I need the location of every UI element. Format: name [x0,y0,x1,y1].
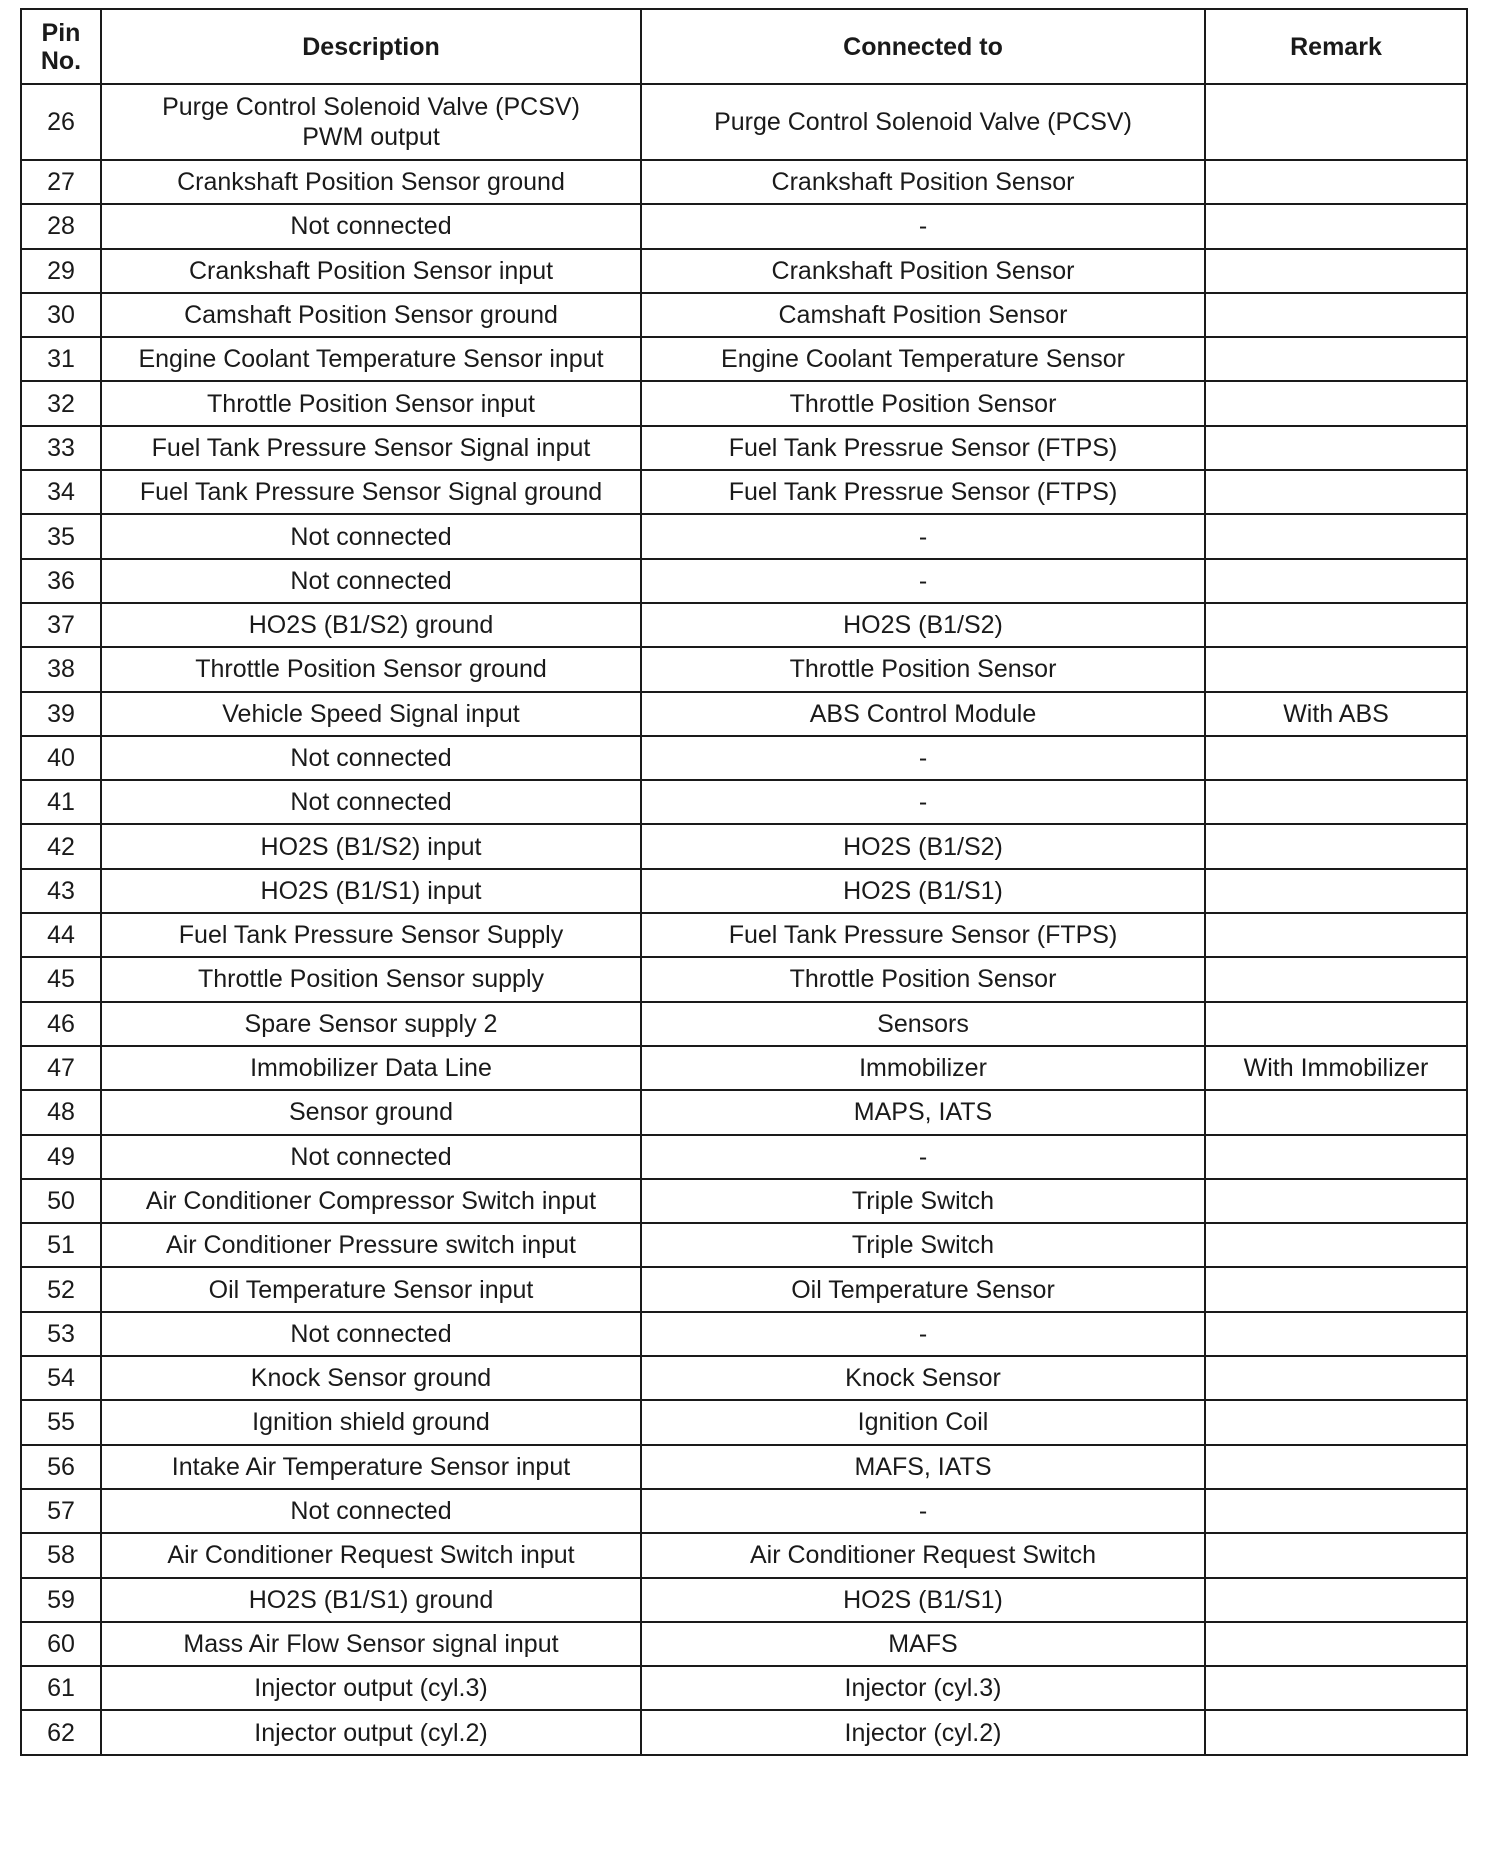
table-row [21,337,1467,381]
description-cell: Not connected [101,780,641,824]
pin-cell: 59 [21,1578,101,1622]
remark-cell [1205,1445,1467,1489]
remark-cell [1205,470,1467,514]
remark-cell [1205,913,1467,957]
pin-cell: 40 [21,736,101,780]
pin-cell: 62 [21,1710,101,1754]
pin-cell: 39 [21,692,101,736]
connected-to-cell: Camshaft Position Sensor [641,293,1205,337]
table-row [21,559,1467,603]
pin-cell: 36 [21,559,101,603]
connected-to-cell: Fuel Tank Pressrue Sensor (FTPS) [641,470,1205,514]
pin-cell: 30 [21,293,101,337]
description-cell: Sensor ground [101,1090,641,1134]
table-row [21,1578,1467,1622]
table-row [21,1356,1467,1400]
connected-to-cell: - [641,559,1205,603]
table-row [21,1002,1467,1046]
table-row [21,957,1467,1001]
connected-to-cell: - [641,780,1205,824]
description-line1: Purge Control Solenoid Valve (PCSV) [162,93,580,121]
table-row [21,647,1467,691]
table-row [21,426,1467,470]
connected-to-cell: HO2S (B1/S2) [641,824,1205,868]
connected-to-cell: Knock Sensor [641,1356,1205,1400]
description-cell: Fuel Tank Pressure Sensor Signal ground [101,470,641,514]
table-row [21,1445,1467,1489]
remark-cell [1205,824,1467,868]
pin-cell: 60 [21,1622,101,1666]
pin-cell: 44 [21,913,101,957]
connected-to-cell: Crankshaft Position Sensor [641,160,1205,204]
pin-cell: 56 [21,1445,101,1489]
pin-cell: 46 [21,1002,101,1046]
header-pin-line2: No. [40,46,82,75]
pin-cell: 28 [21,204,101,248]
connected-to-cell: MAPS, IATS [641,1090,1205,1134]
table-row [21,603,1467,647]
table-row [21,1312,1467,1356]
table-row [21,1533,1467,1577]
pin-cell: 31 [21,337,101,381]
table-row [21,869,1467,913]
description-cell: Throttle Position Sensor supply [101,957,641,1001]
table-row [21,1400,1467,1444]
table-row [21,204,1467,248]
connected-to-cell: Purge Control Solenoid Valve (PCSV) [641,84,1205,160]
description-cell: HO2S (B1/S1) ground [101,1578,641,1622]
pin-cell: 52 [21,1267,101,1311]
connected-to-cell: Fuel Tank Pressure Sensor (FTPS) [641,913,1205,957]
pin-table [20,8,1468,1756]
connected-to-cell: MAFS [641,1622,1205,1666]
description-cell: Not connected [101,1312,641,1356]
remark-cell [1205,1223,1467,1267]
pin-cell: 45 [21,957,101,1001]
connected-to-cell: - [641,514,1205,558]
connected-to-cell: Throttle Position Sensor [641,647,1205,691]
connected-to-cell: - [641,1312,1205,1356]
description-cell: Not connected [101,204,641,248]
description-cell: Crankshaft Position Sensor ground [101,160,641,204]
remark-cell [1205,293,1467,337]
connected-to-cell: Fuel Tank Pressrue Sensor (FTPS) [641,426,1205,470]
pin-cell: 47 [21,1046,101,1090]
description-cell: HO2S (B1/S1) input [101,869,641,913]
description-cell: Crankshaft Position Sensor input [101,249,641,293]
description-cell [101,84,641,160]
table-row [21,1489,1467,1533]
description-cell: Fuel Tank Pressure Sensor Signal input [101,426,641,470]
table-row [21,160,1467,204]
pin-cell: 57 [21,1489,101,1533]
description-cell: Oil Temperature Sensor input [101,1267,641,1311]
table-row [21,1223,1467,1267]
description-cell: Fuel Tank Pressure Sensor Supply [101,913,641,957]
description-cell: Not connected [101,559,641,603]
table-row [21,913,1467,957]
description-cell: Not connected [101,1135,641,1179]
description-cell: Not connected [101,736,641,780]
connected-to-cell: - [641,736,1205,780]
remark-cell [1205,559,1467,603]
remark-cell [1205,1312,1467,1356]
remark-cell [1205,1533,1467,1577]
remark-cell [1205,1179,1467,1223]
description-cell: Throttle Position Sensor input [101,381,641,425]
connected-to-cell: HO2S (B1/S1) [641,1578,1205,1622]
table-row [21,1179,1467,1223]
remark-cell [1205,647,1467,691]
remark-cell [1205,204,1467,248]
pin-cell: 61 [21,1666,101,1710]
table-row [21,1090,1467,1134]
remark-cell [1205,603,1467,647]
remark-cell: With Immobilizer [1205,1046,1467,1090]
remark-cell [1205,249,1467,293]
connected-to-cell: Throttle Position Sensor [641,957,1205,1001]
header-pin-line1: Pin [41,18,81,47]
description-cell: Air Conditioner Compressor Switch input [101,1179,641,1223]
pin-cell: 35 [21,514,101,558]
header-description: Description [101,9,641,84]
table-row [21,824,1467,868]
remark-cell [1205,1267,1467,1311]
pin-cell: 29 [21,249,101,293]
connected-to-cell: - [641,1489,1205,1533]
pin-cell: 26 [21,84,101,160]
remark-cell [1205,337,1467,381]
pin-cell: 48 [21,1090,101,1134]
description-cell: Knock Sensor ground [101,1356,641,1400]
connected-to-cell: MAFS, IATS [641,1445,1205,1489]
table-row [21,692,1467,736]
description-cell: Mass Air Flow Sensor signal input [101,1622,641,1666]
table-row [21,1622,1467,1666]
remark-cell [1205,1489,1467,1533]
remark-cell [1205,1666,1467,1710]
pin-cell: 41 [21,780,101,824]
header-connected-to: Connected to [641,9,1205,84]
table-row [21,249,1467,293]
description-cell: Throttle Position Sensor ground [101,647,641,691]
description-cell: Injector output (cyl.3) [101,1666,641,1710]
header-remark: Remark [1205,9,1467,84]
table-row [21,1666,1467,1710]
table-row [21,1710,1467,1754]
pin-cell: 55 [21,1400,101,1444]
description-cell: Camshaft Position Sensor ground [101,293,641,337]
remark-cell [1205,514,1467,558]
pin-cell: 37 [21,603,101,647]
remark-cell [1205,1622,1467,1666]
pin-cell: 32 [21,381,101,425]
connected-to-cell: HO2S (B1/S1) [641,869,1205,913]
connected-to-cell: Immobilizer [641,1046,1205,1090]
table-row [21,293,1467,337]
description-cell: HO2S (B1/S2) input [101,824,641,868]
description-cell: Immobilizer Data Line [101,1046,641,1090]
remark-cell [1205,957,1467,1001]
connected-to-cell: ABS Control Module [641,692,1205,736]
table-row [21,736,1467,780]
connected-to-cell: Engine Coolant Temperature Sensor [641,337,1205,381]
remark-cell [1205,736,1467,780]
remark-cell [1205,160,1467,204]
header-row [21,9,1467,84]
header-pin-no [21,9,101,84]
remark-cell [1205,1356,1467,1400]
description-cell: Injector output (cyl.2) [101,1710,641,1754]
table-header [21,9,1467,84]
remark-cell: With ABS [1205,692,1467,736]
connected-to-cell: Sensors [641,1002,1205,1046]
connected-to-cell: Ignition Coil [641,1400,1205,1444]
pin-cell: 33 [21,426,101,470]
connected-to-cell: Triple Switch [641,1179,1205,1223]
table-row [21,1046,1467,1090]
pin-cell: 51 [21,1223,101,1267]
connected-to-cell: Injector (cyl.3) [641,1666,1205,1710]
description-cell: Air Conditioner Request Switch input [101,1533,641,1577]
pin-cell: 58 [21,1533,101,1577]
description-cell: Spare Sensor supply 2 [101,1002,641,1046]
remark-cell [1205,1135,1467,1179]
remark-cell [1205,1090,1467,1134]
connected-to-cell: - [641,204,1205,248]
description-cell: Intake Air Temperature Sensor input [101,1445,641,1489]
table-row [21,381,1467,425]
table-row [21,514,1467,558]
remark-cell [1205,1400,1467,1444]
remark-cell [1205,869,1467,913]
pin-cell: 34 [21,470,101,514]
pin-cell: 27 [21,160,101,204]
pin-cell: 54 [21,1356,101,1400]
remark-cell [1205,84,1467,160]
table-body [21,84,1467,1755]
description-cell: Not connected [101,514,641,558]
pin-cell: 53 [21,1312,101,1356]
description-cell: HO2S (B1/S2) ground [101,603,641,647]
connected-to-cell: - [641,1135,1205,1179]
description-cell: Not connected [101,1489,641,1533]
pin-cell: 43 [21,869,101,913]
description-cell: Vehicle Speed Signal input [101,692,641,736]
description-cell: Engine Coolant Temperature Sensor input [101,337,641,381]
table-row [21,470,1467,514]
connected-to-cell: Throttle Position Sensor [641,381,1205,425]
connected-to-cell: Crankshaft Position Sensor [641,249,1205,293]
pin-cell: 50 [21,1179,101,1223]
remark-cell [1205,381,1467,425]
pin-cell: 49 [21,1135,101,1179]
remark-cell [1205,780,1467,824]
description-cell: Ignition shield ground [101,1400,641,1444]
description-line2: PWM output [302,123,440,151]
pin-cell: 42 [21,824,101,868]
connected-to-cell: Triple Switch [641,1223,1205,1267]
remark-cell [1205,1710,1467,1754]
connected-to-cell: HO2S (B1/S2) [641,603,1205,647]
table-row [21,84,1467,160]
connected-to-cell: Injector (cyl.2) [641,1710,1205,1754]
remark-cell [1205,1578,1467,1622]
remark-cell [1205,1002,1467,1046]
connected-to-cell: Oil Temperature Sensor [641,1267,1205,1311]
description-cell: Air Conditioner Pressure switch input [101,1223,641,1267]
table-row [21,780,1467,824]
table-row [21,1135,1467,1179]
remark-cell [1205,426,1467,470]
pin-cell: 38 [21,647,101,691]
connected-to-cell: Air Conditioner Request Switch [641,1533,1205,1577]
table-row [21,1267,1467,1311]
